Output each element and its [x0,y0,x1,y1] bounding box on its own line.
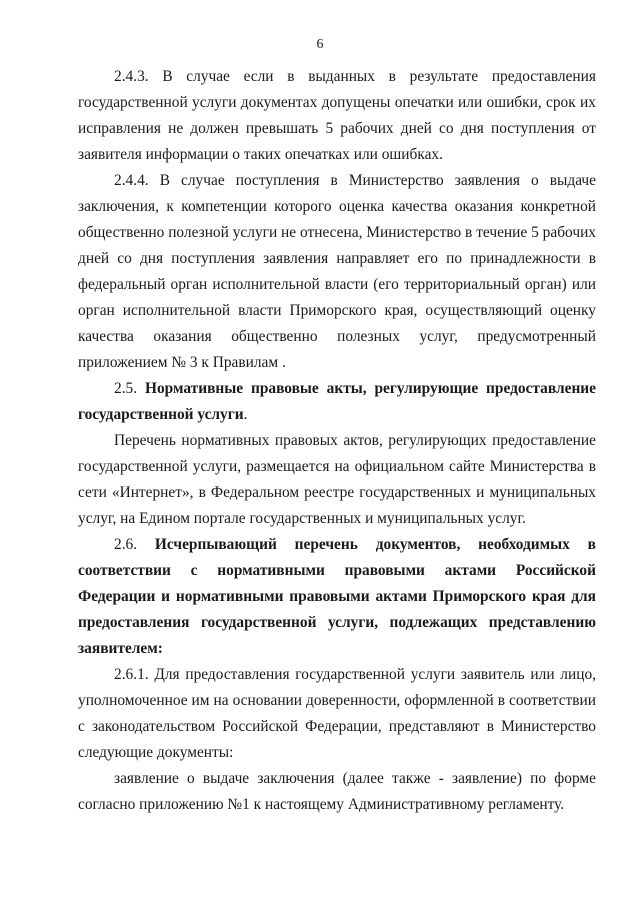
paragraph-2-4-3: 2.4.3. В случае если в выданных в результате предоставления государственной услуги документах допущены опечатки или ошибки, срок их исправления не должен превышать 5 рабочих дней со дня поступления от заявителя информации о таких опечатках или ошибках. [78,68,596,163]
section-2-6-title: Исчерпывающий перечень документов, необходимых в соответствии с нормативными правовыми актами Российской Федерации и нормативными правовыми актами Приморского края для предоставления государственной услуги, подлежащих представлению заявителем: [78,536,596,657]
section-2-5-number: 2.5. [114,380,145,397]
section-2-5-end: . [243,406,248,423]
paragraph-2-5-body: Перечень нормативных правовых актов, регулирующих предоставление государственной услуги, размещается на официальном сайте Министерства в сети «Интернет», в Федеральном реестре государственных и муниципальных услуг, на Едином портале государственных и муниципальных услуг. [78,432,596,527]
paragraph-application: заявление о выдаче заключения (далее также - заявление) по форме согласно приложению №1 к настоящему Административному регламенту. [78,770,596,813]
section-2-6-number: 2.6. [114,536,155,553]
paragraph-2-6-1: 2.6.1. Для предоставления государственной услуги заявитель или лицо, уполномоченное им на основании доверенности, оформленной в соответствии с законодательством Российской Федерации, представляют в Министерство следующие документы: [78,666,596,761]
section-2-5-heading [78,376,596,428]
page-number: 6 [316,37,324,52]
paragraph-2-4-4: 2.4.4. В случае поступления в Министерство заявления о выдаче заключения, к компетенции которого оценка качества оказания конкретной общественно полезной услуги не отнесена, Министерство в течение 5 рабочих дней со дня поступления заявления направляет его по принадлежности в федеральный орган исполнительной власти (его территориальный орган) или орган исполнительной власти Приморского края, осуществляющий оценку качества оказания общественно полезных услуг, предусмотренный приложением № 3 к Правилам . [78,172,596,371]
section-2-5-title: Нормативные правовые акты, регулирующие предоставление государственной услуги [78,380,597,423]
section-2-6-heading [78,532,596,662]
document-body [78,64,596,818]
